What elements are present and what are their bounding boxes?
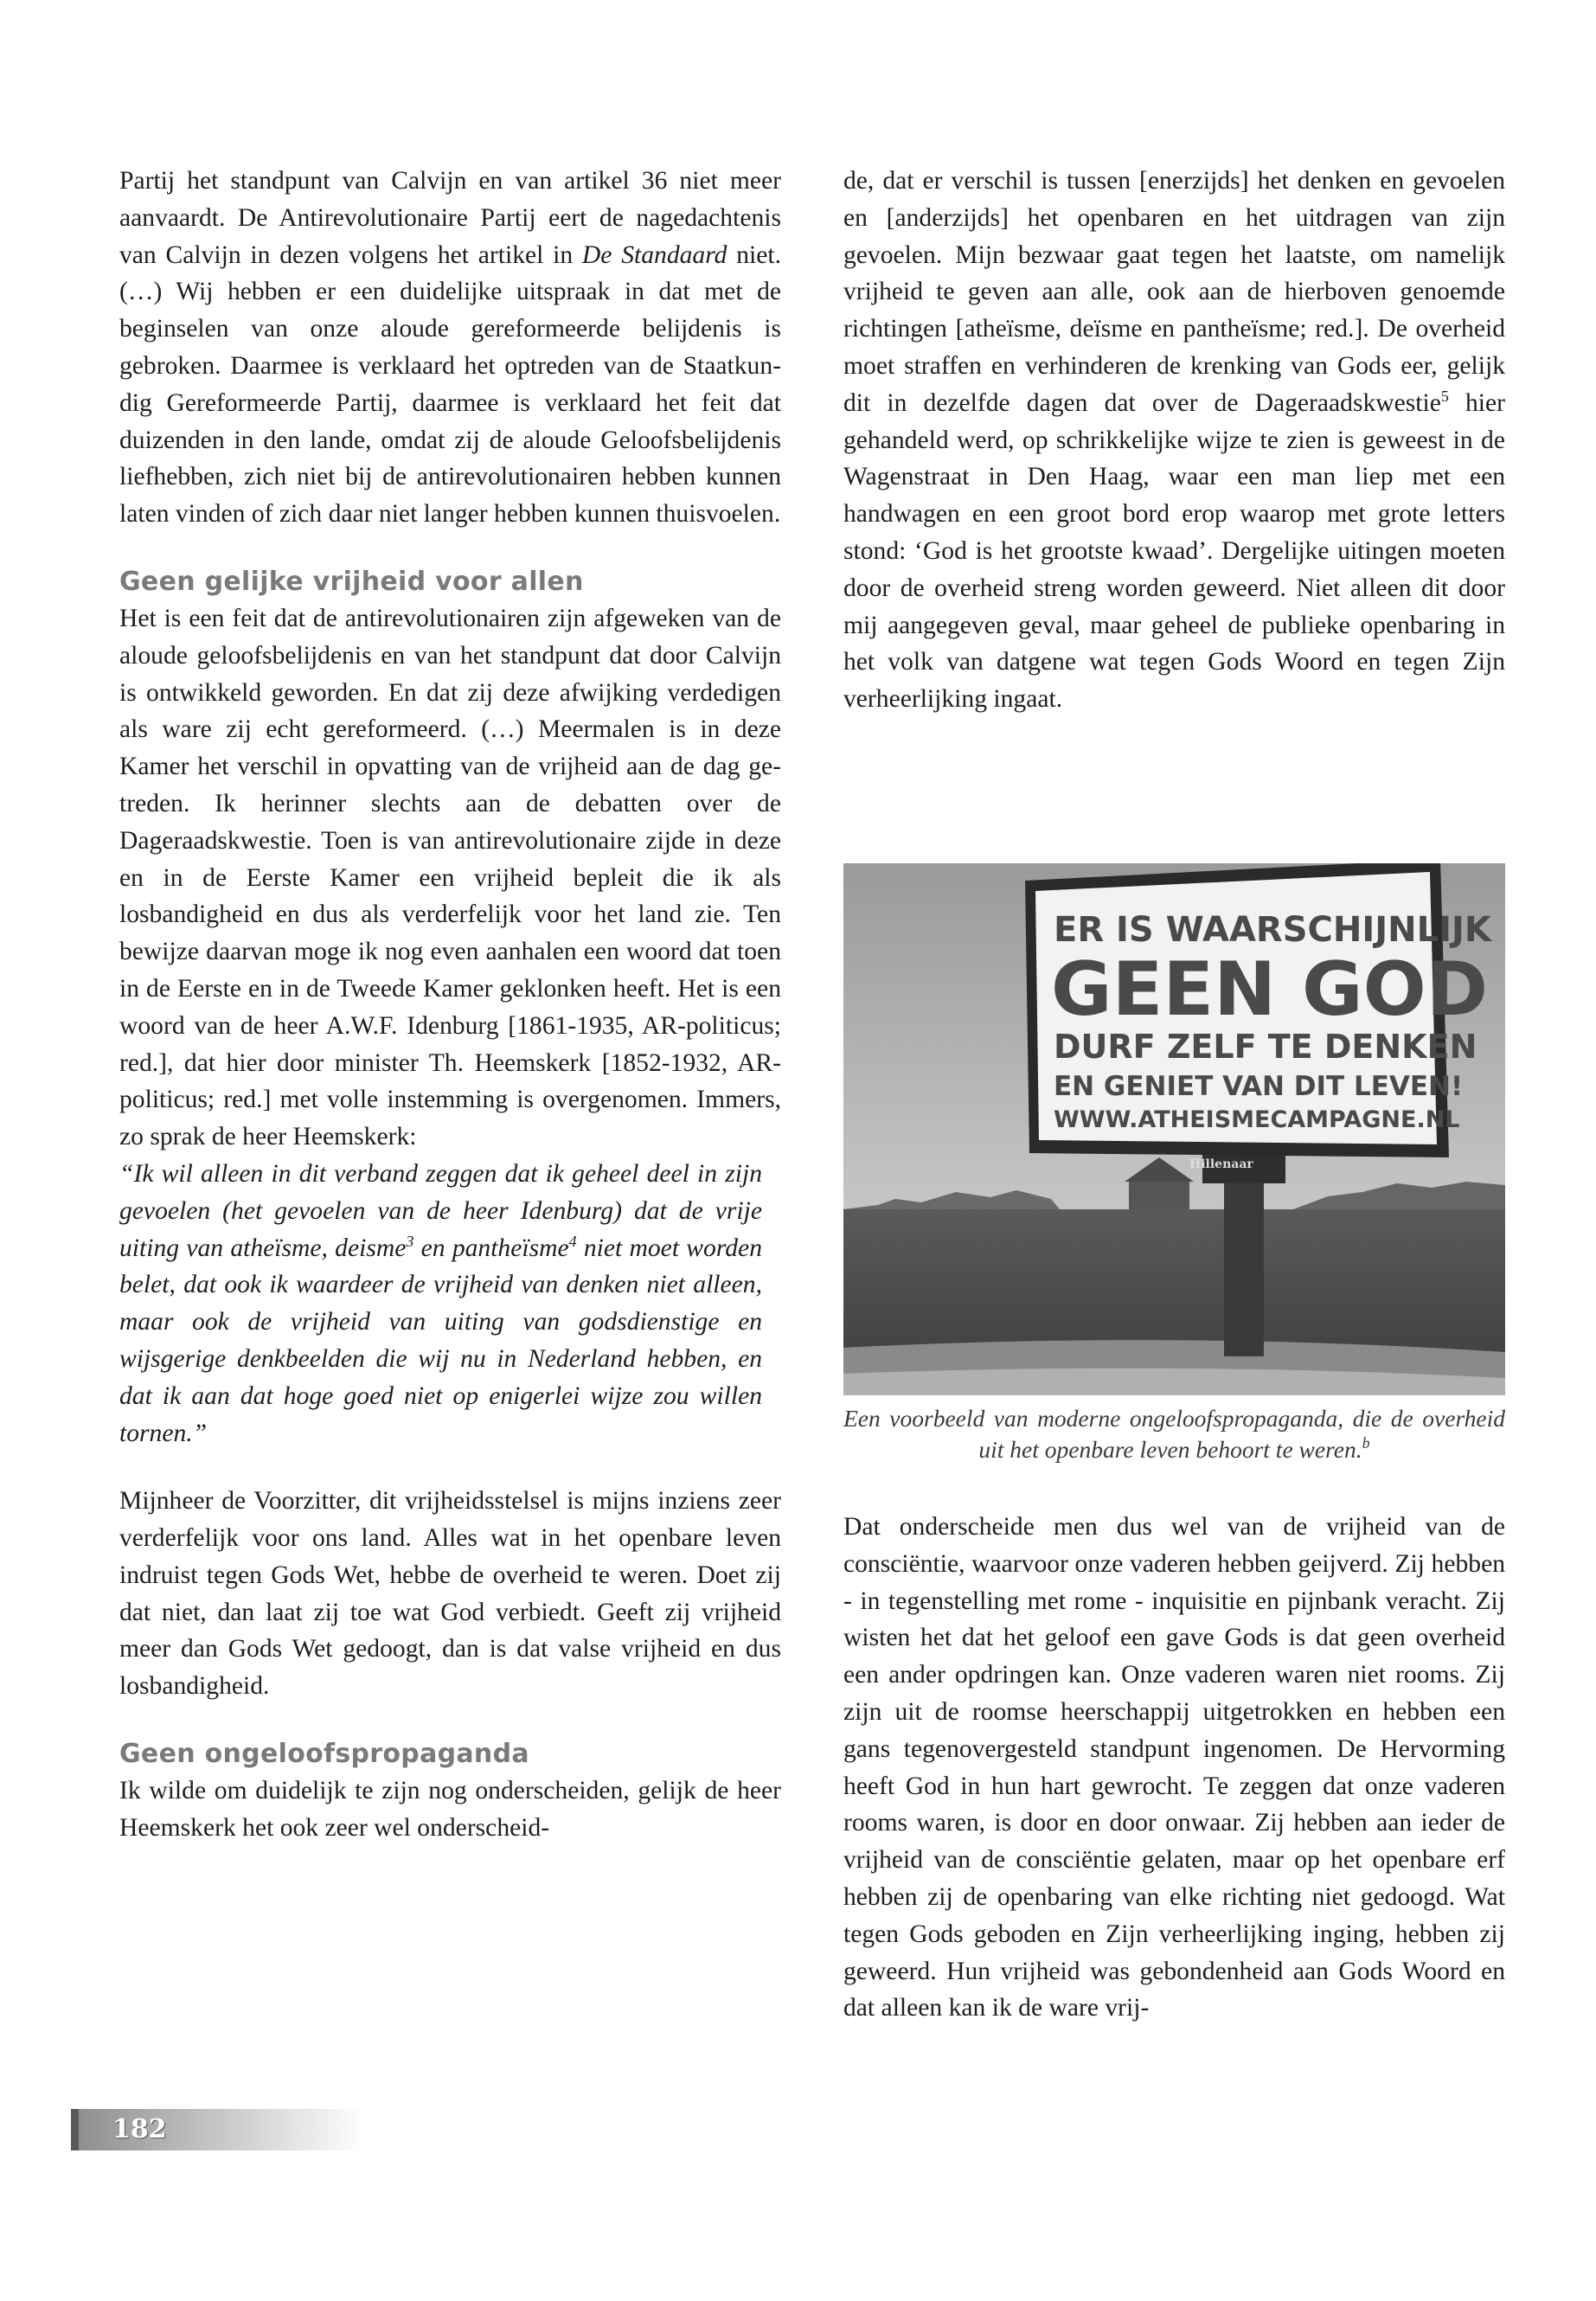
billboard-text: WWW.ATHEISMECAMPAGNE.NL [1054,1106,1460,1133]
section-heading: Geen gelijke vrijheid voor allen [119,566,584,597]
billboard-text: EN GENIET VAN DIT LEVEN! [1054,1071,1464,1102]
paragraph: Ik wilde om duidelijk te zijn nog onderscheiden, gelijk de heer Heemskerk het ook zeer wel onderscheid- [119,1777,781,1842]
billboard-text: GEEN GOD [1051,946,1489,1033]
publication-title: De Standaard [581,240,727,269]
footnote-ref[interactable]: 4 [568,1232,577,1250]
billboard-photo [843,863,1505,1395]
billboard-text: ER IS WAARSCHIJNLIJK [1054,910,1491,950]
billboard-illustration [843,863,1505,1395]
billboard-text: DURF ZELF TE DENKEN [1054,1028,1477,1066]
paragraph: de, dat er verschil is tussen [enerzijds] het denken en gevoelen en [anderzijds] het openbaren en het uitdragen van zijn gevoelen. Mijn bezwaar gaat tegen het laatste, om namelijk vrijheid te geven aan alle, ook aan de hierboven genoemde richtingen [atheïsme, deïsme en pantheïsme; red.]. De overheid moet straffen en verhinderen de krenking van Gods eer, gelijk dit in dezelfde dagen dat over de Dageraadskwestie$^5$ hier gehandeld werd, op schrikkelijke wijze te zien is geweest in de Wagenstraat in Den Haag, waar een man liep met een handwagen en een groot bord erop waarop met grote letters stond: ‘God is het grootste kwaad’. Dergelijke uitingen moeten door de overheid streng worden geweerd. Niet alleen dit door mij aangegeven geval, maar geheel de publieke openbaring in het volk van datgene wat tegen Gods Woord en tegen Zijn verheerlijking ingaat. [843,167,1505,714]
right-column [843,163,1505,718]
right-column-lower [843,1509,1505,2027]
paragraph: Het is een feit dat de antirevolutionairen zijn afgeweken van de aloude geloofsbelijdenis en van het standpunt dat door Calvijn is ontwikkeld geworden. En dat zij deze afwijking verdedigen als ware zij echt gereformeerd. (…) Meermalen is in deze Kamer het verschil in opvatting van de vrijheid aan de dag getreden. Ik herinner slechts aan de debatten over de Dageraadskwestie. Toen is van antirevolutionaire zijde in deze en in de Eerste Kamer een vrijheid bepleit die ik als losbandigheid en dus als verderfelijk voor het land zie. Ten bewijze daarvan moge ik nog even aanhalen een woord dat toen in de Eerste en in de Tweede Kamer geklonken heeft. Het is een woord van de heer A.W.F. Idenburg [1861-1935, AR-politicus; red.], dat hier door minister Th. Heemskerk [1852-1932, AR-politicus; red.] met volle instemming is overgenomen. Immers, zo sprak de heer Heemskerk: [119,604,781,1151]
paragraph: Dat onderscheide men dus wel van de vrijheid van de consciëntie, waarvoor onze vaderen hebben geijverd. Zij hebben - in tegenstelling met rome - inquisitie en pijnbank veracht. Zij wisten het dat het geloof een gave Gods is dat geen overheid een ander opdringen kan. Onze vaderen waren niet rooms. Zij zijn uit de roomse heerschappij uitgetrokken en hebben een gans tegenovergesteld standpunt ingenomen. De Hervorming heeft God in hun hart gewrocht. Te zeggen dat onze vaderen rooms waren, is door en door onwaar. Zij hebben aan ieder de vrijheid van de consciëntie gelaten, maar op het openbare erf hebben zij de openbaring van elke richting niet gedoogd. Wat tegen Gods geboden en Zijn verheerlijking inging, hebben zij geweerd. Hun vrijheid was gebondenheid aan Gods Woord en dat alleen kan ik de ware vrij- [843,1513,1505,2022]
figure-caption: Een voorbeeld van moderne ongeloofspropaganda, die de overheid uit het openbare leven behoort te weren.$^b$ [843,1405,1505,1463]
billboard-brand: Hillenaar [1189,1157,1253,1171]
paragraph: Partij het standpunt van Calvijn en van artikel 36 niet meer aanvaardt. De Antirevolutionaire Partij eert de nagedachtenis van Calvijn in dezen volgens het artikel in De Standaard niet. (…) Wij hebben er een duidelijke uitspraak in dat met de beginselen van onze aloude gereformeerde belijdenis is gebroken. Daarmee is verklaard het optreden van de Staatkundig Gereformeerde Partij, daarmee is verklaard het feit dat duizenden in den lande, omdat zij de aloude Geloofsbelijdenis liefhebben, zich niet bij de antirevolutionairen hebben kunnen laten vinden of zich daar niet langer hebben kunnen thuisvoelen. [119,167,781,529]
page-number: 182 [112,2114,167,2144]
left-column [119,163,781,1847]
footnote-ref[interactable]: 3 [406,1232,414,1250]
folio-bar [71,2109,79,2150]
footnote-ref[interactable]: b [1362,1434,1370,1452]
page-number-tab [71,2109,365,2150]
footnote-ref[interactable]: 5 [1440,387,1449,405]
paragraph: Mijnheer de Voorzitter, dit vrijheidsstelsel is mijns inziens zeer verderfelijk voor ons land. Alles wat in het openbare leven indruist tegen Gods Wet, hebbe de overheid te weren. Doet zij dat niet, dan laat zij toe wat God verbiedt. Geeft zij vrijheid meer dan Gods Wet gedoogt, dan is dat valse vrijheid en dus losbandigheid. [119,1487,781,1701]
section-heading: Geen ongeloofspropaganda [119,1739,529,1770]
block-quote: “Ik wil alleen in dit verband zeggen dat ik geheel deel in zijn gevoelen (het gevoelen van de heer Idenburg) dat de vrije uiting van atheïsme, deisme$^3$ en pantheïsme$^4$ niet moet worden belet, dat ook ik waardeer de vrijheid van denken niet alleen, maar ook de vrijheid van uiting van godsdienstige en wijsgerige denkbeelden die wij nu in Nederland hebben, en dat ik aan dat hoge goed niet op enigerlei wijze zou willen tornen.” [119,1159,762,1447]
